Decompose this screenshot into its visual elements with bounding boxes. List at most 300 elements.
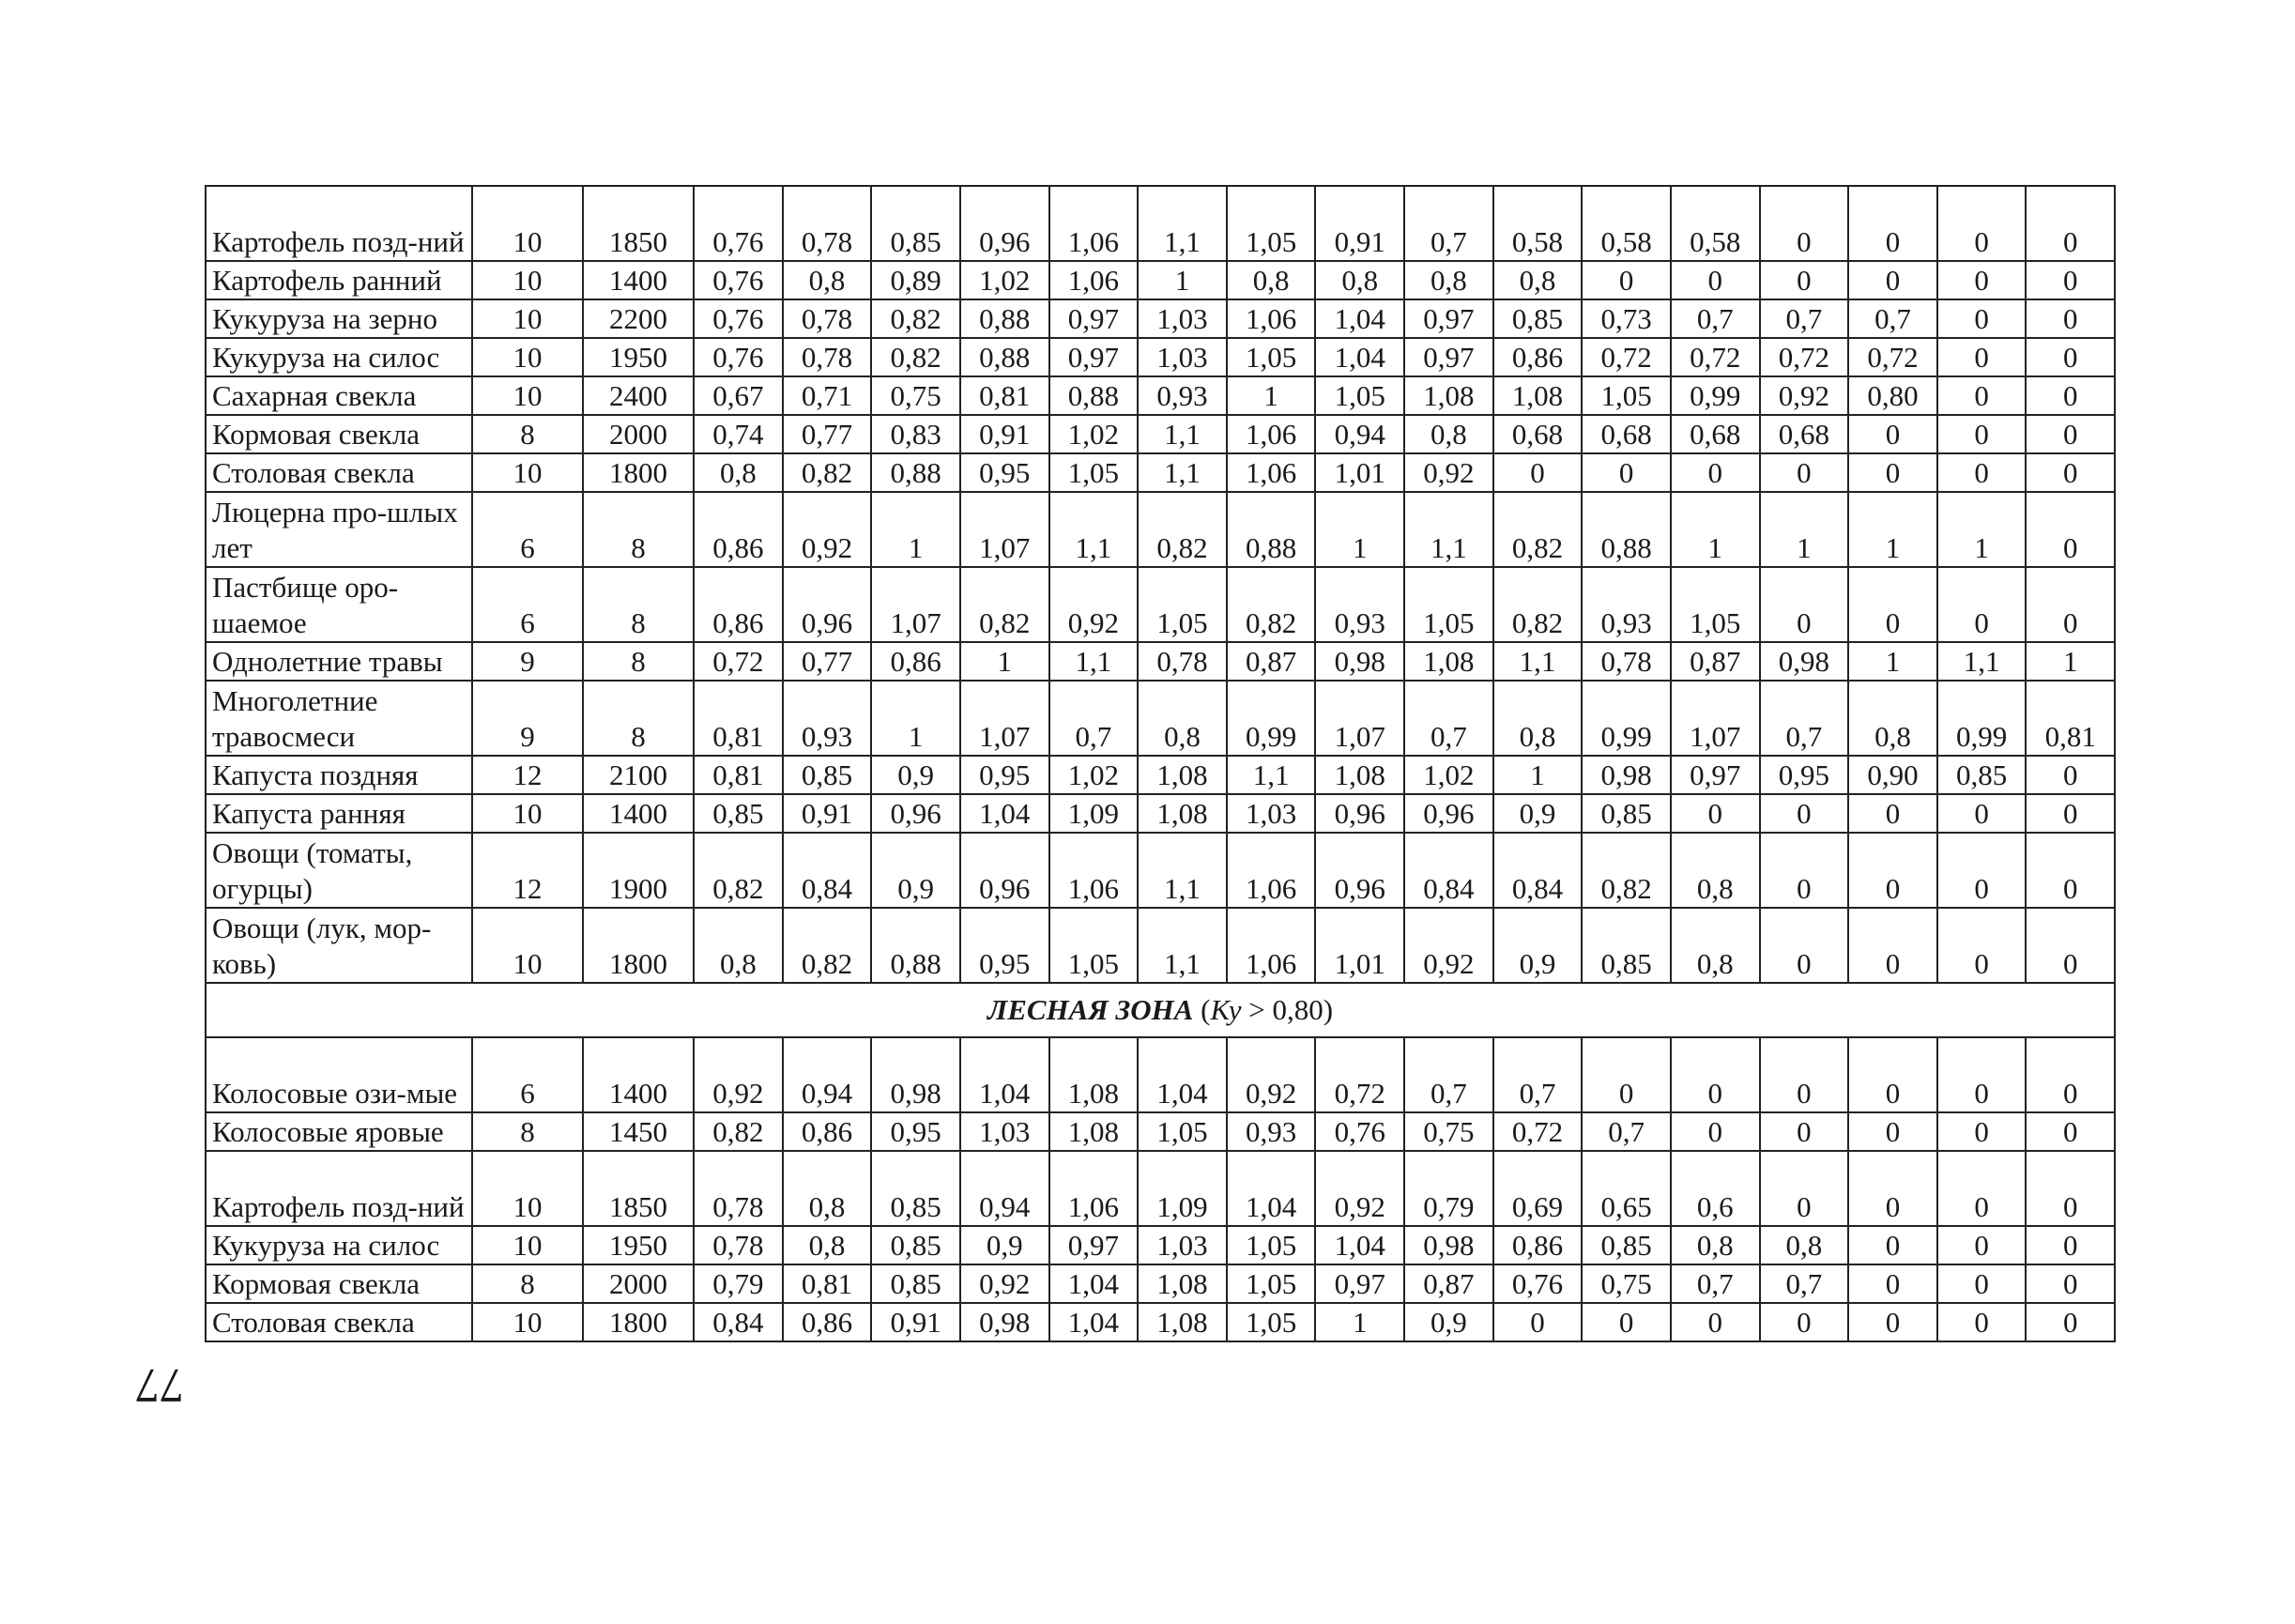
value-cell: 0,58 — [1493, 186, 1583, 261]
value-cell: 1,02 — [1404, 756, 1493, 794]
value-cell: 0,84 — [1404, 833, 1493, 908]
value-cell: 0,9 — [871, 756, 960, 794]
value-cell: 1,06 — [1049, 1151, 1139, 1226]
crop-name-cell: Люцерна про-шлых лет — [206, 492, 472, 567]
table-row — [206, 415, 2115, 453]
value-cell: 1850 — [583, 1151, 694, 1226]
value-cell: 0,82 — [1493, 492, 1583, 567]
value-cell: 0,82 — [960, 567, 1049, 642]
value-cell: 0 — [1848, 567, 1937, 642]
value-cell: 1,03 — [960, 1112, 1049, 1151]
value-cell: 0,98 — [1582, 756, 1671, 794]
value-cell: 0,76 — [694, 338, 783, 376]
value-cell: 1 — [1760, 492, 1849, 567]
value-cell: 0,91 — [783, 794, 872, 833]
value-cell: 0,83 — [871, 415, 960, 453]
value-cell: 1 — [2026, 642, 2115, 681]
value-cell: 0,79 — [1404, 1151, 1493, 1226]
value-cell: 10 — [472, 908, 583, 983]
value-cell: 1400 — [583, 1037, 694, 1112]
value-cell: 0,86 — [694, 567, 783, 642]
table-row — [206, 833, 2115, 908]
value-cell: 1,07 — [871, 567, 960, 642]
value-cell: 0,74 — [694, 415, 783, 453]
value-cell: 0,73 — [1582, 299, 1671, 338]
value-cell: 1,1 — [1049, 642, 1139, 681]
value-cell: 10 — [472, 261, 583, 299]
value-cell: 1400 — [583, 261, 694, 299]
value-cell: 0 — [1582, 1037, 1671, 1112]
value-cell: 0,97 — [1404, 299, 1493, 338]
table-body-forest — [206, 1037, 2115, 1341]
value-cell: 0 — [2026, 567, 2115, 642]
value-cell: 2200 — [583, 299, 694, 338]
value-cell: 0 — [2026, 756, 2115, 794]
value-cell: 1,09 — [1138, 1151, 1227, 1226]
value-cell: 0,88 — [960, 299, 1049, 338]
value-cell: 0,7 — [1493, 1037, 1583, 1112]
value-cell: 0,98 — [871, 1037, 960, 1112]
value-cell: 0,82 — [1582, 833, 1671, 908]
value-cell: 0 — [1937, 261, 2027, 299]
value-cell: 0 — [1671, 261, 1760, 299]
value-cell: 0,8 — [1671, 833, 1760, 908]
value-cell: 0,94 — [783, 1037, 872, 1112]
value-cell: 0,92 — [1315, 1151, 1404, 1226]
value-cell: 0,72 — [1582, 338, 1671, 376]
value-cell: 0,9 — [871, 833, 960, 908]
value-cell: 0,92 — [783, 492, 872, 567]
value-cell: 1 — [1138, 261, 1227, 299]
value-cell: 1,08 — [1049, 1112, 1139, 1151]
table-row — [206, 1303, 2115, 1341]
value-cell: 0,98 — [1404, 1226, 1493, 1264]
value-cell: 0,93 — [1227, 1112, 1316, 1151]
value-cell: 0,8 — [1848, 681, 1937, 756]
value-cell: 0,87 — [1227, 642, 1316, 681]
value-cell: 1,1 — [1138, 186, 1227, 261]
value-cell: 1,1 — [1493, 642, 1583, 681]
value-cell: 0,8 — [694, 908, 783, 983]
value-cell: 0,92 — [1227, 1037, 1316, 1112]
value-cell: 0,99 — [1671, 376, 1760, 415]
value-cell: 1,05 — [1582, 376, 1671, 415]
value-cell: 1,1 — [1138, 415, 1227, 453]
value-cell: 0,78 — [694, 1226, 783, 1264]
crop-name-cell: Однолетние травы — [206, 642, 472, 681]
value-cell: 0,7 — [1848, 299, 1937, 338]
value-cell: 0 — [2026, 338, 2115, 376]
value-cell: 1,03 — [1138, 1226, 1227, 1264]
crop-name-cell: Овощи (лук, мор-ковь) — [206, 908, 472, 983]
value-cell: 0 — [2026, 794, 2115, 833]
table-row — [206, 1151, 2115, 1226]
value-cell: 0 — [2026, 299, 2115, 338]
value-cell: 0 — [1671, 1303, 1760, 1341]
crop-name-cell: Кукуруза на силос — [206, 338, 472, 376]
crop-name-cell: Капуста поздняя — [206, 756, 472, 794]
value-cell: 0 — [1937, 415, 2027, 453]
value-cell: 2100 — [583, 756, 694, 794]
value-cell: 1,03 — [1138, 338, 1227, 376]
value-cell: 0,9 — [960, 1226, 1049, 1264]
crop-name-cell: Кукуруза на зерно — [206, 299, 472, 338]
value-cell: 0,6 — [1671, 1151, 1760, 1226]
crop-name-cell: Овощи (томаты, огурцы) — [206, 833, 472, 908]
value-cell: 0,85 — [1493, 299, 1583, 338]
value-cell: 1800 — [583, 453, 694, 492]
value-cell: 0 — [1937, 1264, 2027, 1303]
table-body-steppe — [206, 186, 2115, 983]
value-cell: 1,01 — [1315, 453, 1404, 492]
value-cell: 0,65 — [1582, 1151, 1671, 1226]
value-cell: 0 — [2026, 908, 2115, 983]
value-cell: 0,96 — [960, 833, 1049, 908]
value-cell: 0,87 — [1671, 642, 1760, 681]
value-cell: 0,88 — [871, 453, 960, 492]
value-cell: 1,05 — [1315, 376, 1404, 415]
value-cell: 0 — [1937, 1303, 2027, 1341]
crop-name-cell: Столовая свекла — [206, 453, 472, 492]
value-cell: 8 — [472, 1112, 583, 1151]
value-cell: 1450 — [583, 1112, 694, 1151]
value-cell: 0 — [1760, 1037, 1849, 1112]
zone-section — [206, 983, 2115, 1037]
value-cell: 0 — [1848, 415, 1937, 453]
value-cell: 1850 — [583, 186, 694, 261]
value-cell: 0,78 — [1138, 642, 1227, 681]
value-cell: 0,94 — [1315, 415, 1404, 453]
value-cell: 1,05 — [1049, 453, 1139, 492]
value-cell: 10 — [472, 794, 583, 833]
value-cell: 0,97 — [1049, 338, 1139, 376]
value-cell: 1,04 — [1227, 1151, 1316, 1226]
crop-name-cell: Картофель ранний — [206, 261, 472, 299]
table-row — [206, 453, 2115, 492]
value-cell: 0,96 — [783, 567, 872, 642]
value-cell: 0 — [2026, 186, 2115, 261]
value-cell: 0 — [2026, 376, 2115, 415]
crop-name-cell: Колосовые ози-мые — [206, 1037, 472, 1112]
value-cell: 0,84 — [783, 833, 872, 908]
value-cell: 0 — [1937, 299, 2027, 338]
value-cell: 0 — [1937, 1037, 2027, 1112]
value-cell: 1,05 — [1049, 908, 1139, 983]
zone-open: ( — [1201, 993, 1211, 1026]
value-cell: 0,97 — [1315, 1264, 1404, 1303]
value-cell: 1,08 — [1315, 756, 1404, 794]
value-cell: 1,04 — [1049, 1264, 1139, 1303]
crop-name-cell: Кормовая свекла — [206, 1264, 472, 1303]
crop-name-cell: Пастбище оро-шаемое — [206, 567, 472, 642]
value-cell: 0,77 — [783, 415, 872, 453]
table-row — [206, 642, 2115, 681]
value-cell: 0,93 — [1315, 567, 1404, 642]
value-cell: 0,82 — [783, 453, 872, 492]
value-cell: 1,02 — [1049, 415, 1139, 453]
value-cell: 0 — [1937, 1151, 2027, 1226]
value-cell: 0,77 — [783, 642, 872, 681]
value-cell: 0,72 — [1493, 1112, 1583, 1151]
value-cell: 0 — [1937, 376, 2027, 415]
value-cell: 10 — [472, 1151, 583, 1226]
value-cell: 0,8 — [1404, 415, 1493, 453]
value-cell: 8 — [583, 492, 694, 567]
value-cell: 1,07 — [960, 492, 1049, 567]
value-cell: 0,99 — [1582, 681, 1671, 756]
value-cell: 1,06 — [1049, 833, 1139, 908]
value-cell: 0,85 — [1582, 1226, 1671, 1264]
value-cell: 0,85 — [871, 1264, 960, 1303]
value-cell: 0,84 — [1493, 833, 1583, 908]
value-cell: 1,05 — [1671, 567, 1760, 642]
value-cell: 0,69 — [1493, 1151, 1583, 1226]
value-cell: 1,06 — [1227, 299, 1316, 338]
value-cell: 0,68 — [1760, 415, 1849, 453]
value-cell: 1,06 — [1227, 415, 1316, 453]
value-cell: 0 — [1848, 261, 1937, 299]
value-cell: 1,08 — [1138, 756, 1227, 794]
value-cell: 0 — [2026, 1037, 2115, 1112]
value-cell: 1,08 — [1404, 376, 1493, 415]
value-cell: 1800 — [583, 908, 694, 983]
value-cell: 0 — [1848, 1303, 1937, 1341]
value-cell: 0 — [1760, 833, 1849, 908]
value-cell: 0,75 — [871, 376, 960, 415]
value-cell: 0 — [2026, 833, 2115, 908]
value-cell: 0,93 — [783, 681, 872, 756]
value-cell: 0,75 — [1404, 1112, 1493, 1151]
value-cell: 0,68 — [1493, 415, 1583, 453]
value-cell: 0,7 — [1760, 681, 1849, 756]
value-cell: 0,82 — [694, 1112, 783, 1151]
value-cell: 0 — [1760, 908, 1849, 983]
value-cell: 0 — [1848, 1037, 1937, 1112]
value-cell: 0,81 — [694, 756, 783, 794]
value-cell: 9 — [472, 642, 583, 681]
crop-name-cell: Колосовые яровые — [206, 1112, 472, 1151]
value-cell: 1,04 — [960, 1037, 1049, 1112]
value-cell: 0,93 — [1138, 376, 1227, 415]
value-cell: 1,04 — [1315, 338, 1404, 376]
value-cell: 1,03 — [1227, 794, 1316, 833]
value-cell: 0,72 — [1760, 338, 1849, 376]
value-cell: 0 — [1848, 186, 1937, 261]
value-cell: 0,76 — [694, 186, 783, 261]
value-cell: 0 — [1760, 794, 1849, 833]
value-cell: 0 — [1493, 453, 1583, 492]
value-cell: 1,06 — [1227, 833, 1316, 908]
value-cell: 0,58 — [1671, 186, 1760, 261]
value-cell: 0 — [1760, 1112, 1849, 1151]
value-cell: 2000 — [583, 1264, 694, 1303]
value-cell: 0,97 — [1049, 1226, 1139, 1264]
value-cell: 1,06 — [1049, 261, 1139, 299]
value-cell: 0 — [1671, 1037, 1760, 1112]
value-cell: 0,98 — [960, 1303, 1049, 1341]
value-cell: 0,85 — [1582, 794, 1671, 833]
value-cell: 0,99 — [1227, 681, 1316, 756]
value-cell: 0 — [1760, 1303, 1849, 1341]
value-cell: 0 — [2026, 1226, 2115, 1264]
value-cell: 1,09 — [1049, 794, 1139, 833]
zone-header-cell — [206, 983, 2115, 1037]
value-cell: 0,85 — [1582, 908, 1671, 983]
value-cell: 8 — [583, 642, 694, 681]
value-cell: 0,75 — [1582, 1264, 1671, 1303]
value-cell: 1,05 — [1227, 1226, 1316, 1264]
value-cell: 0,8 — [1671, 908, 1760, 983]
value-cell: 0,88 — [1049, 376, 1139, 415]
value-cell: 1,01 — [1315, 908, 1404, 983]
value-cell: 12 — [472, 833, 583, 908]
value-cell: 0,58 — [1582, 186, 1671, 261]
value-cell: 10 — [472, 1226, 583, 1264]
crop-name-cell: Кукуруза на силос — [206, 1226, 472, 1264]
value-cell: 0,85 — [783, 756, 872, 794]
value-cell: 0,8 — [694, 453, 783, 492]
value-cell: 0,85 — [871, 186, 960, 261]
value-cell: 1900 — [583, 833, 694, 908]
value-cell: 0,81 — [783, 1264, 872, 1303]
value-cell: 0 — [2026, 1112, 2115, 1151]
value-cell: 1,05 — [1138, 567, 1227, 642]
value-cell: 0 — [1848, 833, 1937, 908]
crop-name-cell: Картофель позд-ний — [206, 186, 472, 261]
value-cell: 0,90 — [1848, 756, 1937, 794]
value-cell: 0 — [1848, 453, 1937, 492]
value-cell: 0 — [1848, 908, 1937, 983]
value-cell: 1800 — [583, 1303, 694, 1341]
value-cell: 1,05 — [1227, 338, 1316, 376]
value-cell: 10 — [472, 1303, 583, 1341]
value-cell: 1,04 — [1138, 1037, 1227, 1112]
value-cell: 0 — [1671, 453, 1760, 492]
value-cell: 0,85 — [871, 1226, 960, 1264]
value-cell: 0,91 — [960, 415, 1049, 453]
value-cell: 1,06 — [1227, 908, 1316, 983]
value-cell: 0,86 — [694, 492, 783, 567]
value-cell: 1,02 — [1049, 756, 1139, 794]
value-cell: 0 — [1760, 567, 1849, 642]
value-cell: 1,07 — [1315, 681, 1404, 756]
value-cell: 0,79 — [694, 1264, 783, 1303]
value-cell: 1,07 — [1671, 681, 1760, 756]
value-cell: 1,06 — [1227, 453, 1316, 492]
zone-close: > 0,80) — [1241, 993, 1334, 1026]
table-row — [206, 1264, 2115, 1303]
value-cell: 10 — [472, 376, 583, 415]
crop-name-cell: Картофель позд-ний — [206, 1151, 472, 1226]
value-cell: 0,8 — [1138, 681, 1227, 756]
value-cell: 1,1 — [1227, 756, 1316, 794]
value-cell: 0,80 — [1848, 376, 1937, 415]
value-cell: 0 — [1937, 908, 2027, 983]
page-number: 77 — [135, 1358, 184, 1412]
value-cell: 0 — [1671, 1112, 1760, 1151]
value-cell: 0,97 — [1404, 338, 1493, 376]
value-cell: 1,04 — [1315, 299, 1404, 338]
value-cell: 0,72 — [1315, 1037, 1404, 1112]
value-cell: 0 — [1760, 1151, 1849, 1226]
value-cell: 0,92 — [1760, 376, 1849, 415]
value-cell: 0,72 — [1671, 338, 1760, 376]
value-cell: 0,8 — [783, 1151, 872, 1226]
value-cell: 0,8 — [1671, 1226, 1760, 1264]
crop-name-cell: Многолетние травосмеси — [206, 681, 472, 756]
value-cell: 0 — [2026, 415, 2115, 453]
value-cell: 0 — [1848, 1112, 1937, 1151]
value-cell: 1 — [960, 642, 1049, 681]
value-cell: 0 — [1848, 1151, 1937, 1226]
value-cell: 0,9 — [1493, 908, 1583, 983]
value-cell: 0,88 — [1582, 492, 1671, 567]
table-row — [206, 567, 2115, 642]
value-cell: 0,78 — [1582, 642, 1671, 681]
value-cell: 0,82 — [1138, 492, 1227, 567]
value-cell: 0,88 — [871, 908, 960, 983]
value-cell: 0,95 — [960, 756, 1049, 794]
value-cell: 0 — [1760, 453, 1849, 492]
value-cell: 0 — [1937, 833, 2027, 908]
value-cell: 1 — [1671, 492, 1760, 567]
value-cell: 0,76 — [694, 261, 783, 299]
value-cell: 0,7 — [1404, 186, 1493, 261]
value-cell: 1 — [1315, 1303, 1404, 1341]
value-cell: 1,08 — [1138, 1303, 1227, 1341]
value-cell: 1,1 — [1937, 642, 2027, 681]
table-row — [206, 492, 2115, 567]
value-cell: 1,1 — [1138, 453, 1227, 492]
value-cell: 8 — [583, 681, 694, 756]
value-cell: 0,78 — [783, 299, 872, 338]
value-cell: 0,95 — [1760, 756, 1849, 794]
value-cell: 10 — [472, 453, 583, 492]
value-cell: 1,05 — [1227, 186, 1316, 261]
value-cell: 0,92 — [960, 1264, 1049, 1303]
value-cell: 1,02 — [960, 261, 1049, 299]
value-cell: 10 — [472, 299, 583, 338]
value-cell: 1,1 — [1049, 492, 1139, 567]
value-cell: 1,03 — [1138, 299, 1227, 338]
value-cell: 0,97 — [1671, 756, 1760, 794]
crop-name-cell: Столовая свекла — [206, 1303, 472, 1341]
value-cell: 0,7 — [1404, 681, 1493, 756]
value-cell: 0,82 — [694, 833, 783, 908]
value-cell: 0,7 — [1582, 1112, 1671, 1151]
value-cell: 0,82 — [1493, 567, 1583, 642]
value-cell: 1,1 — [1138, 833, 1227, 908]
table-row — [206, 338, 2115, 376]
value-cell: 1950 — [583, 1226, 694, 1264]
value-cell: 0,8 — [1315, 261, 1404, 299]
value-cell: 0,78 — [783, 186, 872, 261]
value-cell: 1,08 — [1138, 794, 1227, 833]
value-cell: 0,81 — [694, 681, 783, 756]
value-cell: 1 — [1227, 376, 1316, 415]
value-cell: 1950 — [583, 338, 694, 376]
crop-coefficients-table — [205, 185, 2116, 1342]
value-cell: 0,76 — [694, 299, 783, 338]
value-cell: 1,08 — [1049, 1037, 1139, 1112]
value-cell: 0 — [1582, 1303, 1671, 1341]
table-row — [206, 794, 2115, 833]
value-cell: 0 — [2026, 1151, 2115, 1226]
value-cell: 0,96 — [871, 794, 960, 833]
zone-name: ЛЕСНАЯ ЗОНА — [987, 993, 1194, 1026]
value-cell: 0,8 — [1493, 681, 1583, 756]
value-cell: 0,95 — [960, 453, 1049, 492]
